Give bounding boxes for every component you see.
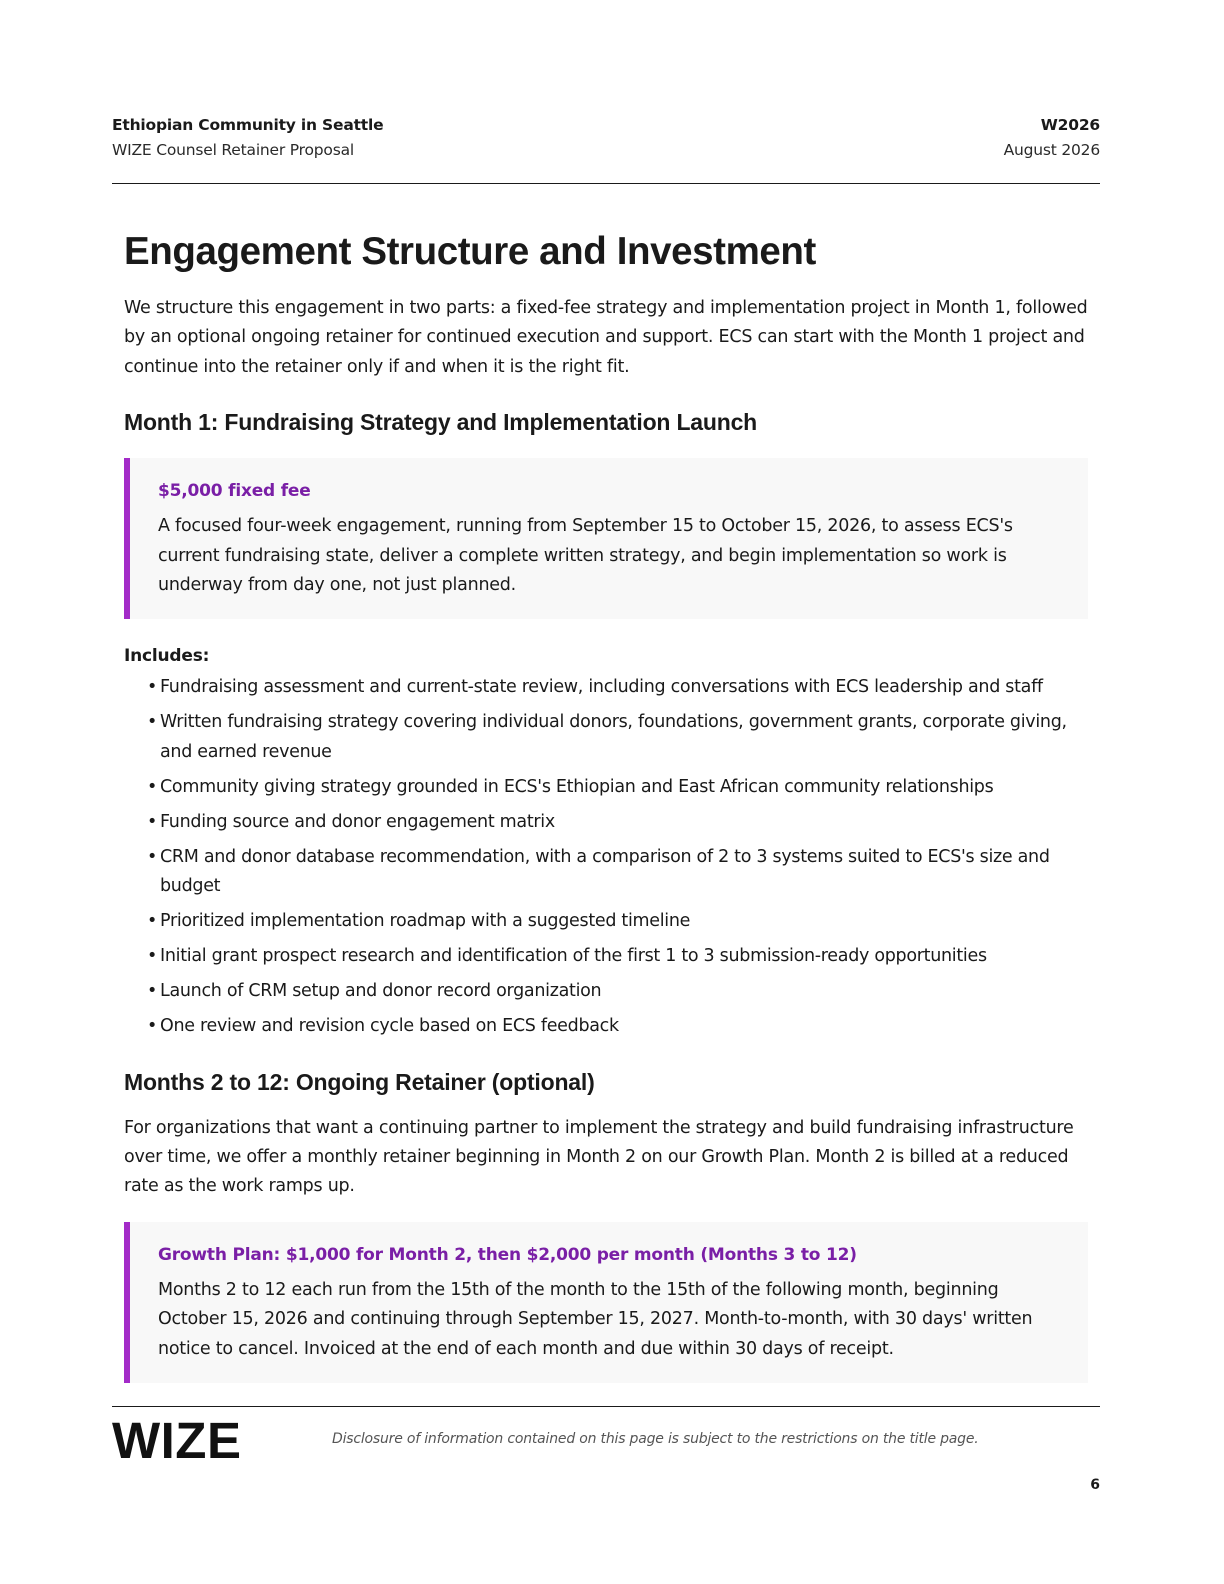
list-item <box>124 773 1088 802</box>
page-title: Engagement Structure and Investment <box>124 230 816 273</box>
list-item <box>124 708 1088 767</box>
section-heading-month-1: Month 1: Fundraising Strategy and Implementation Launch <box>124 409 758 436</box>
list-item <box>124 977 1088 1006</box>
list-item-text: Community giving strategy grounded in ECS's Ethiopian and East African community relationships <box>160 776 994 797</box>
includes-list <box>124 673 1088 1041</box>
bullet-icon: • <box>147 776 158 797</box>
growth-plan-callout <box>124 1222 1088 1383</box>
bullet-icon: • <box>147 1016 158 1037</box>
bullet-icon: • <box>147 846 158 867</box>
list-item-text: CRM and donor database recommendation, with a comparison of 2 to 3 systems suited to ECS's size and budget <box>160 846 1050 897</box>
header-left <box>112 114 383 163</box>
callout-title: $5,000 fixed fee <box>158 481 311 502</box>
page-footer <box>112 1406 1100 1469</box>
list-item-text: Launch of CRM setup and donor record organization <box>160 981 602 1002</box>
callout-title: Growth Plan: $1,000 for Month 2, then $2,000 per month (Months 3 to 12) <box>158 1244 857 1265</box>
list-item-text: Initial grant prospect research and identification of the first 1 to 3 submission-ready opportunities <box>160 946 987 967</box>
bullet-icon: • <box>147 712 158 733</box>
list-item <box>124 673 1088 702</box>
organization-name: Ethiopian Community in Seattle <box>112 116 384 134</box>
list-item <box>124 1012 1088 1041</box>
wize-logo: WIZE <box>112 1412 242 1469</box>
bullet-icon: • <box>147 981 158 1002</box>
list-item-text: Fundraising assessment and current-state review, including conversations with ECS leadership and staff <box>160 677 1043 698</box>
section-heading-retainer: Months 2 to 12: Ongoing Retainer (optional) <box>124 1068 595 1095</box>
bullet-icon: • <box>147 946 158 967</box>
list-item <box>124 907 1088 936</box>
callout-text: A focused four-week engagement, running from September 15 to October 15, 2026, to assess ECS's current fundraising state, deliver a complete written strategy, and begin implementation so work is underway from day one, not just planned. <box>158 516 1013 596</box>
page-number: 6 <box>1090 1477 1100 1493</box>
list-item-text: One review and revision cycle based on ECS feedback <box>160 1016 619 1037</box>
disclosure-notice: Disclosure of information contained on this page is subject to the restrictions on the title page. <box>332 1431 979 1447</box>
bullet-icon: • <box>147 677 158 698</box>
document-code: W2026 <box>1040 116 1100 134</box>
bullet-icon: • <box>147 811 158 832</box>
callout-text: Months 2 to 12 each run from the 15th of the month to the 15th of the following month, beginning October 15, 2026 and continuing through September 15, 2027. Month-to-month, with 30 days' written notice to cancel. Invoiced at the end of each month and due within 30 days of receipt. <box>158 1279 1033 1359</box>
document-title: WIZE Counsel Retainer Proposal <box>112 141 354 159</box>
includes-label: Includes: <box>124 646 210 667</box>
list-item-text: Written fundraising strategy covering individual donors, foundations, government grants, corporate giving, and earned revenue <box>160 712 1067 762</box>
retainer-intro-paragraph: For organizations that want a continuing partner to implement the strategy and build fundraising infrastructure over time, we offer a monthly retainer beginning in Month 2 on our Growth Plan. Month 2 is billed at a reduced rate as the work ramps up. <box>124 1117 1074 1197</box>
list-item <box>124 942 1088 971</box>
page-content <box>124 226 1088 1383</box>
fixed-fee-callout <box>124 458 1088 619</box>
bullet-icon: • <box>147 911 158 932</box>
page-header <box>112 114 1100 184</box>
list-item-text: Prioritized implementation roadmap with a suggested timeline <box>160 911 691 932</box>
header-right <box>1004 114 1100 163</box>
list-item <box>124 843 1088 902</box>
intro-paragraph: We structure this engagement in two parts: a fixed-fee strategy and implementation project in Month 1, followed by an optional ongoing retainer for continued execution and support. ECS can start with the Month 1 project and continue into the retainer only if and when it is the right fit. <box>124 298 1088 377</box>
list-item-text: Funding source and donor engagement matrix <box>160 811 555 832</box>
list-item <box>124 808 1088 837</box>
document-date: August 2026 <box>1003 141 1100 159</box>
